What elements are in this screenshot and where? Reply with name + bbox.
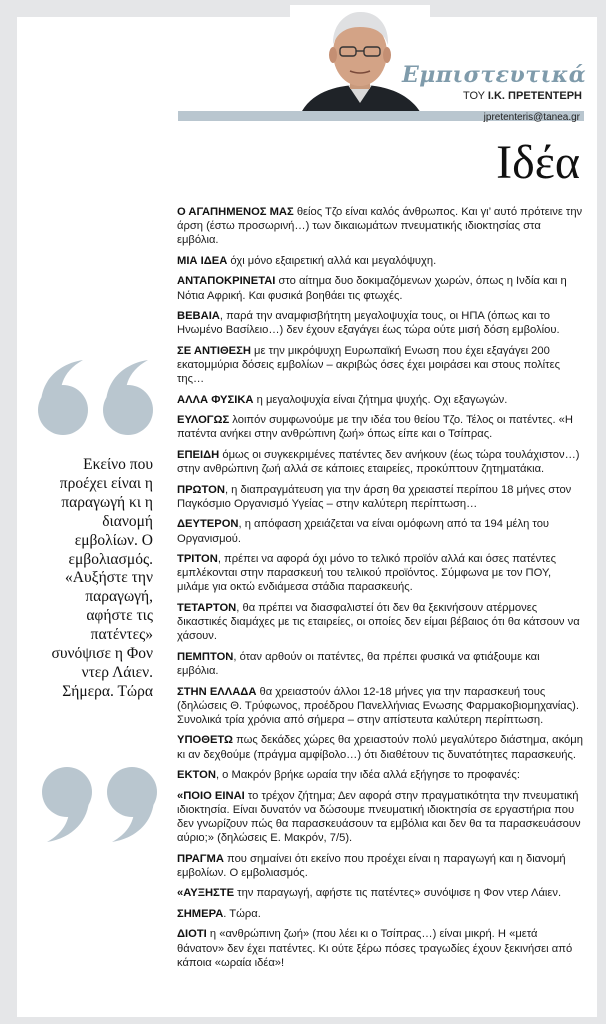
author-name: Ι.Κ. ΠΡΕΤΕΝΤΕΡΗ — [487, 90, 582, 102]
paragraph: ΣΕ ΑΝΤΙΘΕΣΗ με την μικρόψυχη Ευρωπαϊκή Ενωση που έχει εξαγάγει 200 εκατομμύρια δόσεις εμβολίων – ακριβώς όσες έχει μοιράσει και στους πολίτες της… — [177, 344, 560, 386]
close-quote-icon — [35, 764, 160, 844]
paragraph: ΑΝΤΑΠΟΚΡΙΝΕΤΑΙ στο αίτημα δυο δοκιμαζόμενων χωρών, όπως η Ινδία και η Νότια Αφρική. Και φυσικά βοηθάει τις φτωχές. — [177, 275, 567, 302]
author-email: jpretenteris@tanea.gr — [483, 112, 580, 123]
paragraph: ΠΡΑΓΜΑ που σημαίνει ότι εκείνο που προέχει είναι η παραγωγή και η διανομή εμβολίων. Ο εμβολιασμός. — [177, 852, 566, 879]
paragraph: ΣΤΗΝ ΕΛΛΑΔΑ θα χρειαστούν άλλοι 12-18 μήνες για την παρασκευή τους (δηλώσεις Θ. Τρύφωνος, προέδρου Πανελλήνιας Ενωσης Φαρμακοβιομηχανίας). Συνολικά τρία χρόνια από σήμερα – στην απίστευτα καλύτερη περίπτωση. — [177, 685, 579, 726]
paragraph: ΑΛΛΑ ΦΥΣΙΚΑ η μεγαλοψυχία είναι ζήτημα ψυχής. Οχι εξαγωγών. — [177, 393, 508, 406]
headline: Ιδέα — [496, 136, 580, 189]
author-photo — [290, 5, 430, 115]
paragraph: ΤΡΙΤΟΝ, πρέπει να αφορά όχι μόνο το τελικό προϊόν αλλά και όσες πατέντες εμπλέκονται στην παρασκευή του τελικού προϊόντος. Σύμφωνα με τον ΠΟΥ, μιλάμε για οκτώ ενδιάμεσα στάδια παρασκευής. — [177, 553, 557, 594]
paragraph: Ο ΑΓΑΠΗΜΕΝΟΣ ΜΑΣ θείος Τζο είναι καλός άνθρωπος. Και γι’ αυτό πρότεινε την άρση (έστω προσωρινή…) των δικαιωμάτων πνευματικής ιδιοκτησίας στα εμβόλια. — [177, 206, 583, 247]
paragraph: ΔΙΟΤΙ η «ανθρώπινη ζωή» (που λέει κι ο Τσίπρας…) είναι μικρή. Η «μετά θάνατον» δεν έχει πατέντες. Κι ούτε ξέρω πόσες τραγωδίες έχουν ξεκινήσει από κάποια «ωραία ιδέα»! — [177, 928, 573, 969]
paragraph: ΣΗΜΕΡΑ. Τώρα. — [177, 907, 261, 920]
byline — [418, 90, 582, 102]
paragraph: ΜΙΑ ΙΔΕΑ όχι μόνο εξαιρετική αλλά και μεγαλόψυχη. — [177, 254, 437, 267]
column-title: Εμπιστευτικά — [402, 62, 587, 88]
open-quote-icon — [35, 358, 160, 438]
paragraph: ΒΕΒΑΙΑ, παρά την αναμφισβήτητη μεγαλοψυχία τους, οι ΗΠΑ (όπως και το Ηνωμένο Βασίλειο…) δεν έχουν εξαγάγει έως τώρα ούτε μισή δόση εμβολίου. — [177, 310, 560, 337]
paragraph: ΥΠΟΘΕΤΩ πως δεκάδες χώρες θα χρειαστούν πολύ μεγαλύτερο διάστημα, ακόμη κι αν δεχθούμε (πράγμα αμφίβολο…) ότι διαθέτουν τις δυνατότητες παρασκευής. — [177, 734, 583, 761]
paragraph: ΠΡΩΤΟΝ, η διαπραγμάτευση για την άρση θα χρειαστεί περίπου 18 μήνες στον Παγκόσμιο Οργανισμό Υγείας – στην καλύτερη περίπτωση… — [177, 483, 572, 510]
paragraph: ΠΕΜΠΤΟΝ, όταν αρθούν οι πατέντες, θα πρέπει φυσικά να φτιάξουμε και εμβόλια. — [177, 650, 540, 678]
paragraph: «ΑΥΞΗΣΤΕ την παραγωγή, αφήστε τις πατέντες» συνόψισε η Φον ντερ Λάιεν. — [177, 887, 562, 900]
paragraph: ΤΕΤΑΡΤΟΝ, θα πρέπει να διασφαλιστεί ότι δεν θα ξεκινήσουν ατέρμονες δικαστικές διαμάχες με τις εταιρείες, οι οποίες δεν είμαι βέβαιος ότι θα κάτσουν να χάσουν. — [177, 601, 580, 643]
paragraph: ΕΥΛΟΓΩΣ λοιπόν συμφωνούμε με την ιδέα του θείου Τζο. Τέλος οι πατέντες. «Η πατέντα ανήκει στην ανθρώπινη ζωή» όπως είπε και ο Τσίπρας. — [177, 414, 573, 441]
pull-quote: Εκείνο που προέχει είναι η παραγωγή κι η διανομή εμβολίων. Ο εμβολιασμός. «Αυξήστε την παραγωγή, αφήστε τις πατέντες» συνόψισε η Φον ντερ Λάιεν. Σήμερα. Τώρα — [51, 456, 153, 700]
byline-prefix: ΤΟΥ — [462, 90, 485, 102]
paragraph: ΕΠΕΙΔΗ όμως οι συγκεκριμένες πατέντες δεν ανήκουν (έως τώρα τουλάχιστον…) στην ανθρώπινη ζωή αλλά σε κάποιες εταιρείες, προκύπτουν ζητηματάκια. — [177, 448, 580, 476]
paragraph: «ΠΟΙΟ ΕΙΝΑΙ το τρέχον ζήτημα; Δεν αφορά στην πραγματικότητα την πνευματική ιδιοκτησία. Είναι δυνατόν να δώσουμε πνευματική ιδιοκτησία σε εργαστήρια που δεν γνωρίζουν πώς θα παρασκευάσουν τα εμβόλια και δεν θα τα παρασκευάσουν αύριο;» (δηλώσεις Ε. Μακρόν, 7/5). — [177, 789, 581, 845]
paragraph: ΔΕΥΤΕΡΟΝ, η απόφαση χρειάζεται να είναι ομόφωνη από τα 194 μέλη του Οργανισμού. — [177, 518, 550, 545]
paragraph: ΕΚΤΟΝ, ο Μακρόν βρήκε ωραία την ιδέα αλλά εξήγησε το προφανές: — [177, 769, 520, 782]
article-body — [177, 205, 583, 976]
